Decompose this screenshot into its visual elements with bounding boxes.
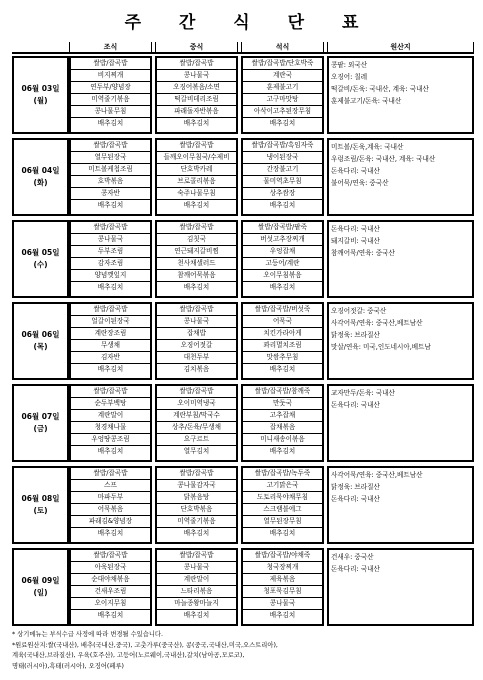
menu-item: 얼갈이된장국	[71, 316, 150, 328]
menu-item: 계란국	[243, 70, 322, 82]
menu-item: 물미역초무침	[243, 176, 322, 188]
menu-item: 참깨어묵볶음	[157, 270, 236, 282]
menu-item: 감자조림	[71, 258, 150, 270]
breakfast-column	[69, 548, 152, 626]
origin-entry: 콩팥: 외국산	[331, 61, 368, 69]
menu-item: 콩나물국	[157, 70, 236, 82]
origin-entry: 닭정육: 브라질산	[331, 331, 380, 339]
menu-item: 쌀밥/잡곡밥/녹두죽	[243, 468, 322, 480]
dinner-column	[241, 220, 324, 298]
menu-item: 열무된장국	[71, 152, 150, 164]
weekday-label: (월)	[33, 96, 48, 105]
menu-item: 미역줄기볶음	[157, 516, 236, 528]
day-block	[12, 302, 474, 380]
origin-entry: 돈육다리: 국내산	[331, 225, 380, 233]
weekday-label: (수)	[33, 260, 48, 269]
date-label: 06월 03일	[21, 84, 60, 93]
day-block	[12, 548, 474, 626]
menu-item: 쌀밥/잡곡밥	[157, 140, 236, 152]
menu-item: 고등어/계란	[243, 258, 322, 270]
menu-item: 무생채	[71, 340, 150, 352]
menu-item: 배추김치	[183, 529, 210, 537]
origin-entry: 돼지갈비: 국내산	[331, 237, 380, 245]
menu-item: 열무된장무침	[243, 516, 322, 528]
origin-entry: 돈육다리: 국내산	[331, 167, 380, 175]
footnote-line: *원료원산지:쌀(국내산), 배추(국내산,중국), 고춧가루(중국산), 콩(중국,국내산,미국,오스트리아),	[12, 641, 278, 649]
menu-item: 쌀밥/잡곡밥/단호박죽	[243, 58, 322, 70]
menu-item: 김자반	[71, 352, 150, 364]
origin-entry: 돈육다리: 국내산	[331, 495, 380, 503]
menu-item: 콩자반	[71, 188, 150, 200]
menu-item: 스프	[71, 480, 150, 492]
menu-item: 들깨오이무침국/수제비	[157, 152, 236, 164]
header-dinner	[241, 42, 324, 54]
menu-item: 쌀밥/잡곡밥/흑임자죽	[243, 140, 322, 152]
lunch-column	[155, 56, 238, 134]
menu-item: 고구마맛탕	[243, 94, 322, 106]
menu-item: 순대야채볶음	[71, 574, 150, 586]
menu-item: 파래돌자반볶음	[157, 106, 236, 118]
date-box	[12, 548, 69, 626]
menu-item: 콩나물감자국	[157, 480, 236, 492]
menu-item: 배추김치	[269, 529, 296, 537]
menu-item: 청국장찌개	[243, 562, 322, 574]
menu-item: 계란부침/막국수	[157, 410, 236, 422]
menu-item: 우엉잡채	[243, 246, 322, 258]
menu-item: 천사채샐러드	[157, 258, 236, 270]
menu-item: 배추김치	[183, 119, 210, 127]
origin-column	[327, 220, 474, 298]
breakfast-column	[69, 466, 152, 544]
menu-item: 계란말이	[157, 574, 236, 586]
menu-item: 버섯고추장찌개	[243, 234, 322, 246]
menu-item: 브로콜리볶음	[157, 176, 236, 188]
menu-item: 배추김치	[183, 283, 210, 291]
menu-item: 배추김치	[97, 529, 124, 537]
date-label: 06월 05일	[21, 248, 60, 257]
date-label: 06월 07일	[21, 412, 60, 421]
date-label: 06월 08일	[21, 494, 60, 503]
menu-item: 콩나물국	[157, 316, 236, 328]
header-dinner-label: 석식	[275, 43, 290, 51]
lunch-column	[155, 302, 238, 380]
menu-item: 콩나물국	[157, 562, 236, 574]
menu-item: 콩나물국	[243, 598, 322, 610]
menu-item: 미역줄기볶음	[71, 94, 150, 106]
menu-item: 아욱된장국	[71, 562, 150, 574]
weekday-label: (화)	[33, 178, 48, 187]
header-origin	[327, 42, 474, 54]
weekday-label: (금)	[33, 424, 48, 433]
menu-item: 연두부/양념장	[71, 82, 150, 94]
menu-item: 순두부백탕	[71, 398, 150, 410]
menu-item: 제육볶음	[243, 574, 322, 586]
origin-entry: 사각어묵/연육: 중국산,베트남산	[331, 319, 423, 327]
menu-item: 쌀밥/잡곡밥	[71, 222, 150, 234]
menu-item: 요구르트	[157, 434, 236, 446]
menu-item: 두부조림	[71, 246, 150, 258]
menu-item: 미니새송이볶음	[243, 434, 322, 446]
menu-item: 숙주나물무침	[157, 188, 236, 200]
menu-item: 만둣국	[243, 398, 322, 410]
lunch-column	[155, 138, 238, 216]
menu-item: 파래김&양념장	[71, 516, 150, 528]
menu-item: 쌀밥/잡곡밥	[71, 550, 150, 562]
day-block	[12, 384, 474, 462]
dinner-column	[241, 302, 324, 380]
date-box	[12, 302, 69, 380]
menu-item: 어묵국	[243, 316, 322, 328]
origin-entry: 오징어: 칠레	[331, 73, 368, 81]
menu-item: 건새우조림	[71, 586, 150, 598]
day-block	[12, 466, 474, 544]
menu-item: 쌀밥/잡곡밥	[157, 222, 236, 234]
menu-item: 쌀밥/잡곡밥	[157, 304, 236, 316]
menu-item: 쌀밥/잡곡밥	[71, 58, 150, 70]
menu-item: 어묵볶음	[71, 504, 150, 516]
origin-entry: 돈육다리: 국내산	[331, 565, 380, 573]
menu-item: 오이무침볶음	[243, 270, 322, 282]
menu-item: 배추김치	[97, 201, 124, 209]
menu-item: 쌀밥/잡곡밥/버섯죽	[243, 304, 322, 316]
menu-item: 쌀밥/잡곡밥/팥죽	[243, 222, 322, 234]
menu-item: 배추김치	[183, 201, 210, 209]
menu-item: 열무김치	[183, 447, 210, 455]
menu-item: 배추김치	[269, 283, 296, 291]
date-label: 06월 04일	[21, 166, 60, 175]
menu-item: 비지찌개	[71, 70, 150, 82]
date-box	[12, 466, 69, 544]
menu-item: 치킨가라아게	[243, 328, 322, 340]
menu-item: 느타리볶음	[157, 586, 236, 598]
lunch-column	[155, 384, 238, 462]
menu-item: 떡갈비데리조림	[157, 94, 236, 106]
menu-item: 배추김치	[97, 611, 124, 619]
origin-entry: 떡갈비/돈육: 국내산, 계육: 국내산	[331, 85, 429, 93]
lunch-column	[155, 548, 238, 626]
menu-item: 쌀밥/잡곡밥/참깨죽	[243, 386, 322, 398]
menu-item: 양념깻잎지	[71, 270, 150, 282]
header-breakfast-label: 조식	[103, 43, 118, 51]
menu-item: 배추김치	[269, 611, 296, 619]
origin-entry: 교자만두/돈육: 국내산	[331, 389, 395, 397]
origin-entry: 미트볼/돈육,계육: 국내산	[331, 143, 404, 151]
menu-item: 쌀밥/잡곡밥	[157, 550, 236, 562]
origin-entry: 오징어젓갈: 중국산	[331, 307, 387, 315]
breakfast-column	[69, 138, 152, 216]
menu-item: 미트볼케첩조림	[71, 164, 150, 176]
menu-item: 고추잡채	[243, 410, 322, 422]
breakfast-column	[69, 384, 152, 462]
menu-item: 청경채나물	[71, 422, 150, 434]
weekday-label: (일)	[33, 588, 48, 597]
breakfast-column	[69, 220, 152, 298]
menu-header-row	[12, 42, 474, 54]
lunch-column	[155, 466, 238, 544]
menu-item: 김칫국	[157, 234, 236, 246]
footnotes	[12, 630, 474, 672]
origin-entry: 돈육다리: 국내산	[331, 401, 380, 409]
origin-entry: 닭정육: 브라질산	[331, 483, 380, 491]
date-label: 06월 09일	[21, 576, 60, 585]
menu-item: 꽈리멸치조림	[243, 340, 322, 352]
menu-item: 오이지무침	[71, 598, 150, 610]
date-box	[12, 138, 69, 216]
menu-item: 상추쌈장	[243, 188, 322, 200]
menu-item: 배추김치	[97, 283, 124, 291]
menu-item: 닭볶음탕	[157, 492, 236, 504]
date-box	[12, 384, 69, 462]
menu-item: 연근돼지갈비찜	[157, 246, 236, 258]
weekday-label: (토)	[33, 506, 48, 515]
menu-item: 쌀밥/잡곡밥	[157, 468, 236, 480]
menu-item: 마늘종왕마늘지	[157, 598, 236, 610]
header-breakfast	[69, 42, 152, 54]
footnote-line: * 상기메뉴는 부식수급 사정에 따라 변경될 수있습니다.	[12, 631, 163, 638]
menu-item: 단호박볶음	[157, 504, 236, 516]
menu-item: 마파두부	[71, 492, 150, 504]
breakfast-column	[69, 302, 152, 380]
origin-entry: 불어묵/연육: 중국산	[331, 179, 389, 187]
day-block	[12, 56, 474, 134]
menu-item: 김치볶음	[183, 365, 210, 373]
origin-column	[327, 56, 474, 134]
origin-column	[327, 548, 474, 626]
origin-entry: 건새우: 중국산	[331, 553, 374, 561]
menu-item: 쌀밥/잡곡밥/야채죽	[243, 550, 322, 562]
menu-item: 배추김치	[269, 365, 296, 373]
menu-item: 쌀밥/잡곡밥	[71, 140, 150, 152]
lunch-column	[155, 220, 238, 298]
origin-entry: 훈제불고기/돈육: 국내산	[331, 97, 402, 105]
menu-item: 상추/돈육/무생채	[157, 422, 236, 434]
menu-item: 쌀밥/잡곡밥	[157, 58, 236, 70]
menu-item: 배추김치	[269, 119, 296, 127]
menu-item: 간장불고기	[243, 164, 322, 176]
menu-item: 우엉땅콩조림	[71, 434, 150, 446]
page-title: 주 간 식 단 표	[124, 13, 375, 33]
breakfast-column	[69, 56, 152, 134]
menu-item: 배추김치	[97, 447, 124, 455]
menu-item: 배추김치	[269, 447, 296, 455]
menu-item: 대천두부	[157, 352, 236, 364]
weekday-label: (목)	[33, 342, 48, 351]
footnote-line: 계육(국내산,브라질산), 우육(호주산), 고등어(노르웨이,국내산),갈치(남아공,모로코),	[12, 652, 245, 659]
dinner-column	[241, 466, 324, 544]
menu-item: 훈제불고기	[243, 82, 322, 94]
menu-item: 오징어젓갈	[157, 340, 236, 352]
menu-item: 단호박카레	[157, 164, 236, 176]
menu-item: 배추김치	[97, 365, 124, 373]
footnote-line: 명태(러시아),흑태(러시아), 오징어(페루)	[12, 662, 124, 670]
origin-column	[327, 302, 474, 380]
menu-item: 잡채볶음	[243, 422, 322, 434]
menu-item: 배추김치	[269, 201, 296, 209]
menu-item: 오이미역냉국	[157, 398, 236, 410]
origin-column	[327, 384, 474, 462]
dinner-column	[241, 384, 324, 462]
menu-item: 청포묵김무침	[243, 586, 322, 598]
menu-item: 잡채밥	[157, 328, 236, 340]
menu-item: 아삭이고추된장무침	[243, 106, 322, 118]
header-lunch	[155, 42, 238, 54]
menu-item: 쌀밥/잡곡밥	[157, 386, 236, 398]
dinner-column	[241, 548, 324, 626]
origin-entry: 맛살/연육: 미국,인도네시아,베트남	[331, 343, 431, 351]
date-label: 06월 06일	[21, 330, 60, 339]
menu-item: 도토리묵야채무침	[243, 492, 322, 504]
menu-item: 계란말이	[71, 410, 150, 422]
menu-item: 냉이된장국	[243, 152, 322, 164]
menu-item: 콩나물국	[71, 234, 150, 246]
origin-column	[327, 138, 474, 216]
menu-item: 콩나물무침	[71, 106, 150, 118]
date-box	[12, 56, 69, 134]
menu-item: 호박볶음	[71, 176, 150, 188]
menu-item: 쌀밥/잡곡밥	[71, 468, 150, 480]
menu-item: 쌀밥/잡곡밥	[71, 386, 150, 398]
dinner-column	[241, 138, 324, 216]
origin-entry: 사각어묵/연육: 중국산,베트남산	[331, 471, 423, 479]
header-origin-label: 원산지	[390, 43, 411, 51]
menu-item: 맛쌈추무침	[243, 352, 322, 364]
menu-item: 배추김치	[183, 611, 210, 619]
menu-item: 오징어볶음/소면	[157, 82, 236, 94]
menu-item: 쌀밥/잡곡밥	[71, 304, 150, 316]
origin-entry: 우렁조림/돈육: 국내산, 계육: 국내산	[331, 155, 436, 163]
origin-entry: 참깨어묵/연육: 중국산	[331, 249, 395, 257]
date-box	[12, 220, 69, 298]
menu-item: 계란장조림	[71, 328, 150, 340]
dinner-column	[241, 56, 324, 134]
origin-column	[327, 466, 474, 544]
menu-item: 스크램블에그	[243, 504, 322, 516]
menu-item: 고기맑은국	[243, 480, 322, 492]
menu-item: 배추김치	[97, 119, 124, 127]
header-lunch-label: 중식	[189, 43, 204, 51]
day-block	[12, 138, 474, 216]
day-block	[12, 220, 474, 298]
